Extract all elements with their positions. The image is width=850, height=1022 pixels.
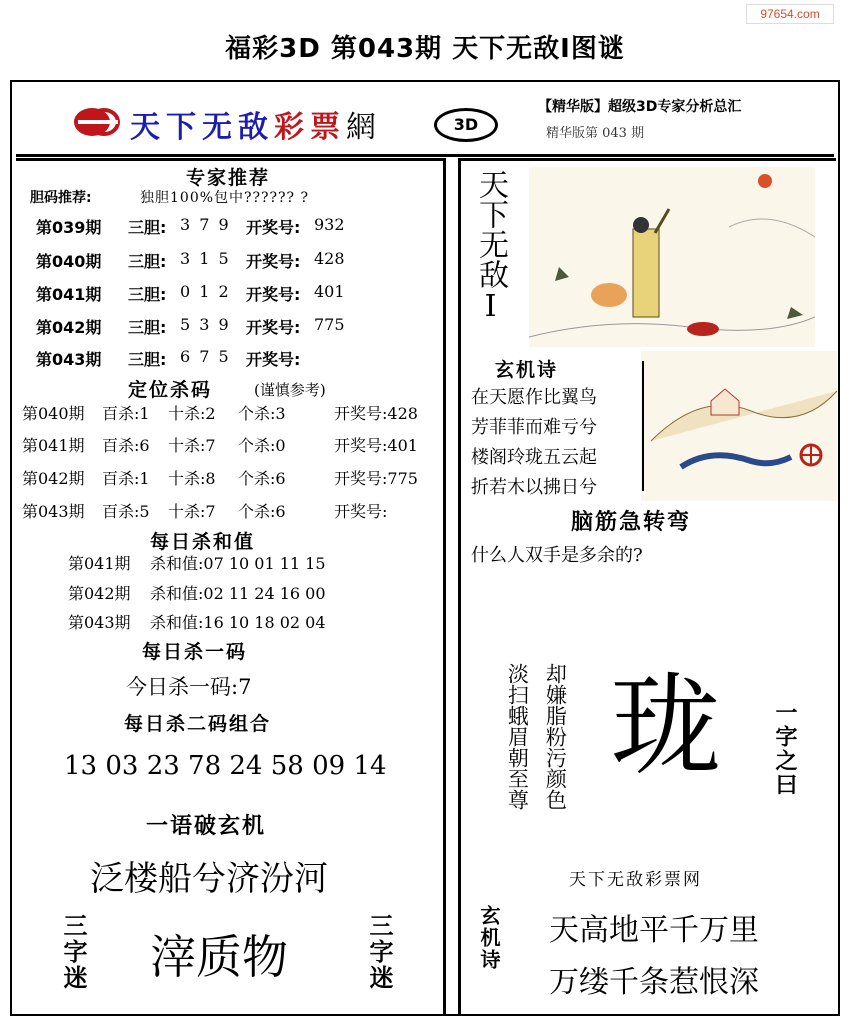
kill-one-text: 今日杀一码:7 <box>126 675 252 699</box>
page-title: 福彩3D 第043期 天下无敌Ⅰ图谜 <box>225 34 625 64</box>
expert-heading: 专家推荐 <box>186 167 271 189</box>
expert-row: 第041期 三胆: 0 1 2 开奖号: 401 <box>36 282 345 304</box>
poem-line: 在天愿作比翼鸟 <box>471 387 597 408</box>
riddle-phrase-text: 泛楼船兮济汾河 <box>90 859 328 899</box>
right-column <box>458 158 836 1016</box>
one-char-riddle: 珑 <box>611 662 721 790</box>
position-kill-row: 第041期 百杀:6 十杀:7 个杀:0 开奖号:401 <box>22 436 418 455</box>
dan-text: 独胆100%包中?????? ? <box>140 190 310 206</box>
sum-kill-row: 第042期 杀和值:02 11 24 16 00 <box>68 584 326 603</box>
dan-label: 胆码推荐: <box>30 190 92 206</box>
bottom-poem-label: 玄机诗 <box>477 905 501 971</box>
poem-line: 折若木以拂日兮 <box>471 477 597 498</box>
bottom-poem-line: 天高地平千万里 <box>549 913 759 948</box>
brain-teaser-question: 什么人双手是多余的? <box>471 545 643 566</box>
issue-line: 精华版第 043 期 <box>546 126 645 141</box>
brain-teaser-heading: 脑筋急转弯 <box>571 510 692 535</box>
position-kill-heading: 定位杀码 <box>128 379 213 401</box>
expert-row: 第040期 三胆: 3 1 5 开奖号: 428 <box>36 249 345 271</box>
site-logo-text: 天下无敌彩票網 <box>130 110 382 145</box>
couplet-left: 淡扫蛾眉朝至尊 <box>505 663 530 810</box>
poem-line: 楼阁玲珑五云起 <box>471 447 597 468</box>
lottery-logo-icon <box>72 104 124 140</box>
couplet-right: 却嫌脂粉污颜色 <box>543 663 568 810</box>
edition-heading: 【精华版】超级3D专家分析总汇 <box>538 99 742 115</box>
three-char-label-right: 三字迷 <box>365 913 393 991</box>
expert-row: 第042期 三胆: 5 3 9 开奖号: 775 <box>36 315 345 337</box>
position-kill-row: 第043期 百杀:5 十杀:7 个杀:6 开奖号: <box>22 502 388 521</box>
one-char-label: 一字之曰 <box>772 701 797 797</box>
site-watermark: 97654.com <box>746 4 834 24</box>
vertical-title: 天下无敌Ⅰ <box>473 169 508 324</box>
sum-kill-row: 第043期 杀和值:16 10 18 02 04 <box>68 613 326 632</box>
kill-two-text: 13 03 23 78 24 58 09 14 <box>64 751 387 781</box>
three-char-label-left: 三字迷 <box>59 913 87 991</box>
riddle-phrase-heading: 一语破玄机 <box>146 814 267 839</box>
poem-line: 芳菲菲而难亏兮 <box>471 417 597 438</box>
3d-badge: 3D <box>434 108 498 142</box>
three-char-riddle: 滓质物 <box>150 930 288 984</box>
expert-row: 第039期 三胆: 3 7 9 开奖号: 932 <box>36 215 345 237</box>
poem-heading: 玄机诗 <box>495 359 559 381</box>
position-kill-row: 第040期 百杀:1 十杀:2 个杀:3 开奖号:428 <box>22 404 418 423</box>
scholar-illustration <box>529 167 815 347</box>
lizard-illustration <box>641 351 837 501</box>
bottom-poem-line: 万缕千条惹恨深 <box>549 965 759 1000</box>
left-column <box>16 158 446 1016</box>
banner <box>16 86 834 157</box>
site-name: 天下无敌彩票网 <box>569 870 702 890</box>
sum-kill-heading: 每日杀和值 <box>150 531 256 553</box>
sum-kill-row: 第041期 杀和值:07 10 01 11 15 <box>68 554 326 573</box>
kill-two-heading: 每日杀二码组合 <box>124 713 272 735</box>
expert-row: 第043期 三胆: 6 7 5 开奖号: <box>36 347 301 369</box>
position-kill-row: 第042期 百杀:1 十杀:8 个杀:6 开奖号:775 <box>22 469 418 488</box>
position-kill-note: (谨慎参考) <box>254 381 326 399</box>
kill-one-heading: 每日杀一码 <box>142 641 248 663</box>
